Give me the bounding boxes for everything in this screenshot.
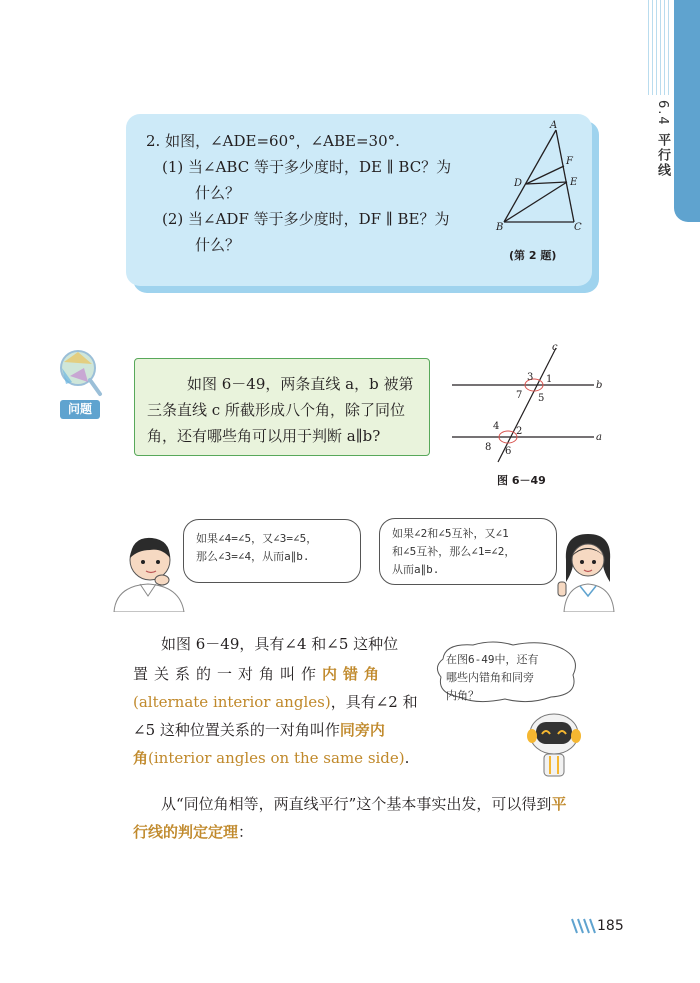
exercise-line-5: 什么？	[195, 236, 241, 254]
term-theorem-a: 平	[551, 795, 567, 813]
boy-bubble-line-2: 那么∠3=∠4，从而a∥b.	[196, 550, 310, 563]
body-line-2	[133, 660, 385, 689]
triangle-diagram	[490, 118, 590, 240]
body-line-4-text: ∠5 这种位置关系的一对角叫作	[133, 721, 340, 739]
body-line-1: 如图 6－49，具有∠4 和∠5 这种位	[161, 635, 399, 653]
label-b: B	[496, 222, 504, 233]
page-number: 185	[597, 918, 624, 934]
english-term-1: (alternate interior angles)	[133, 693, 331, 711]
angle-1: 1	[546, 374, 553, 385]
problem-box	[134, 358, 430, 456]
exercise-line-3: 什么？	[195, 184, 241, 202]
exercise-line-2: (1) 当∠ABC 等于多少度时，DE ∥ BC？为	[162, 158, 452, 176]
exercise-line-1: 2. 如图，∠ADE=60°，∠ABE=30°.	[146, 132, 400, 150]
label-c-line: c	[552, 342, 558, 353]
figure-6-49	[448, 340, 608, 465]
body-line-3-text: ，具有∠2 和	[330, 693, 418, 711]
side-decoration	[648, 0, 674, 95]
angle-7: 7	[516, 390, 523, 401]
label-e: E	[570, 177, 578, 188]
term-alternate-interior: 内错角	[322, 665, 386, 683]
section-label	[650, 100, 672, 178]
section-title: 平行线	[655, 132, 670, 178]
page-number-decoration	[570, 918, 596, 934]
edge-ab	[504, 130, 556, 222]
body-para2-line-2	[133, 818, 253, 847]
robot-bubble-line-2: 哪些内错角和同旁	[446, 671, 534, 684]
body-para2-text: 从“同位角相等，两直线平行”这个基本事实出发，可以得到	[161, 795, 552, 813]
body-line-4	[133, 716, 385, 745]
label-f: F	[566, 156, 573, 167]
line-c	[498, 348, 556, 462]
problem-line-1: 如图 6－49，两条直线 a，b 被第	[187, 375, 414, 393]
girl-speech-bubble	[379, 518, 557, 585]
girl-bubble-line-3: 从而a∥b.	[392, 563, 440, 576]
angle-5: 5	[538, 393, 545, 404]
term-interior-same-side-a: 同旁内	[339, 721, 385, 739]
girl-illustration	[556, 526, 620, 612]
body-line-2-text: 置关系的一对角叫作	[133, 665, 323, 683]
chapter-tab	[674, 0, 700, 222]
label-a-line: a	[596, 432, 602, 443]
problem-line-2: 三条直线 c 所截形成八个角，除了同位	[147, 401, 405, 419]
boy-speech-bubble	[183, 519, 361, 583]
robot-illustration	[524, 706, 584, 784]
label-c: C	[574, 222, 582, 233]
boy-bubble-line-1: 如果∠4=∠5，又∠3=∠5，	[196, 532, 318, 545]
boy-illustration	[110, 528, 188, 612]
term-interior-same-side-b: 角	[133, 749, 149, 767]
edge-ac	[556, 130, 574, 222]
figure-caption: 图 6－49	[497, 474, 546, 487]
robot-speech-bubble	[446, 651, 574, 705]
angle-4: 4	[493, 421, 500, 432]
english-term-2: (interior angles on the same side)	[148, 749, 405, 767]
girl-bubble-line-2: 和∠5互补，那么∠1=∠2，	[392, 545, 516, 558]
edge-df	[526, 166, 564, 184]
angle-3: 3	[527, 372, 534, 383]
angle-6: 6	[505, 446, 512, 457]
body-para2-end: ：	[238, 823, 254, 841]
label-a: A	[550, 120, 558, 131]
robot-bubble-line-3: 内角？	[446, 689, 479, 702]
body-line-3	[133, 688, 418, 717]
robot-bubble-line-1: 在图6-49中，还有	[446, 653, 539, 666]
label-b-line: b	[596, 380, 603, 391]
problem-badge: 问题	[60, 400, 100, 419]
girl-bubble-line-1: 如果∠2和∠5互补，又∠1	[392, 527, 509, 540]
body-line-5-end: .	[404, 749, 410, 767]
angle-8: 8	[485, 442, 492, 453]
problem-line-3: 角，还有哪些角可以用于判断 a∥b?	[147, 427, 381, 445]
exercise-line-4: (2) 当∠ADF 等于多少度时，DF ∥ BE？为	[162, 210, 450, 228]
section-number: 6.4	[655, 100, 670, 127]
angle-2: 2	[516, 426, 523, 437]
label-d: D	[514, 178, 523, 189]
body-line-5	[133, 744, 409, 773]
exercise-caption: (第 2 题)	[509, 249, 557, 262]
edge-de	[526, 182, 567, 184]
term-theorem-b: 行线的判定定理	[133, 823, 239, 841]
body-para2-line-1	[161, 790, 566, 819]
magnifier-icon	[56, 346, 104, 400]
